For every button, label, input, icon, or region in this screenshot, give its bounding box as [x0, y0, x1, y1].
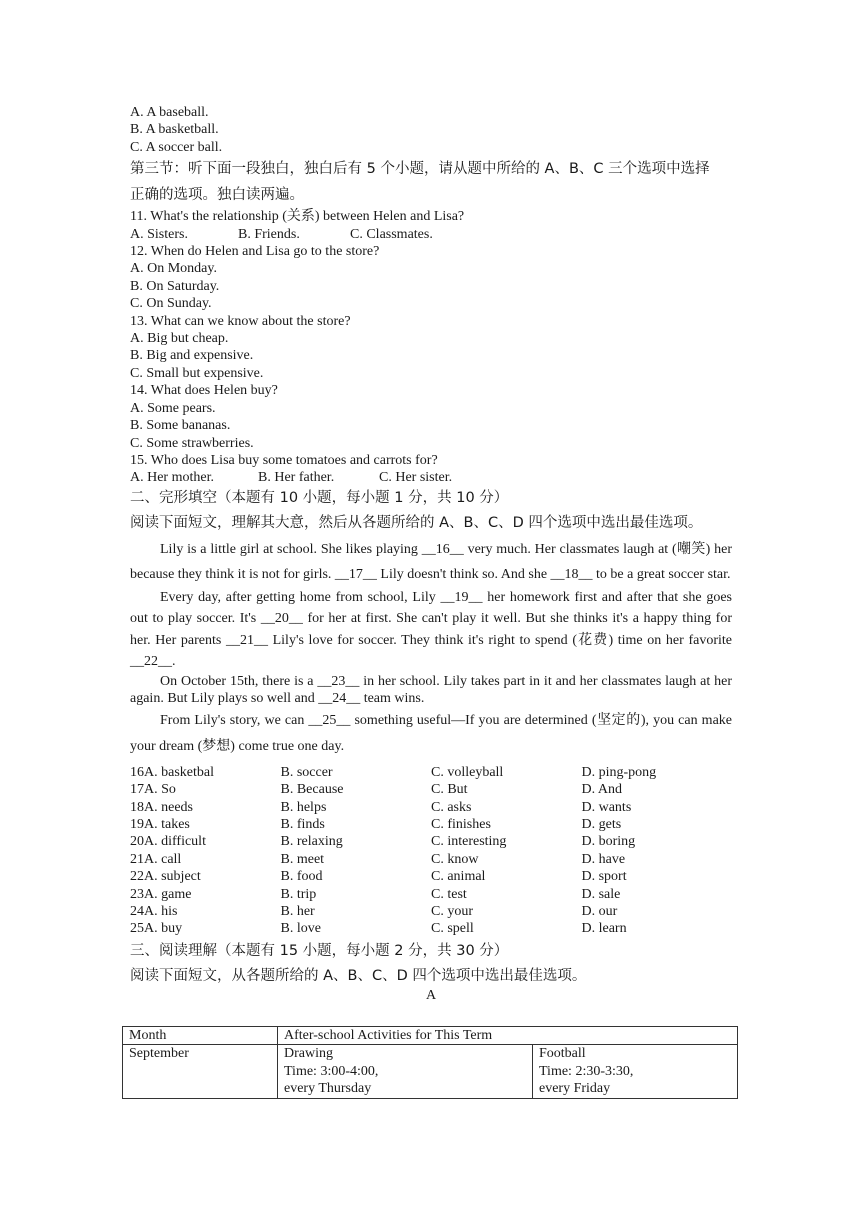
option-d: D. sport [581, 869, 627, 885]
option-d: D. have [581, 851, 626, 867]
option-a: 21A. call [130, 851, 182, 867]
table-cell-month: September [123, 1045, 278, 1098]
option-c: C. test [431, 886, 467, 902]
cloze-option-row [130, 833, 732, 850]
option-a: A. Sisters. [130, 226, 188, 242]
option-c: C. But [431, 782, 468, 798]
option-d: D. ping-pong [581, 764, 657, 780]
question-11: 11. What's the relationship (关系) between Helen and Lisa? [130, 209, 465, 225]
option-b: B. relaxing [280, 834, 343, 850]
option-line: B. On Saturday. [130, 278, 220, 294]
option-line: C. On Sunday. [130, 296, 212, 312]
cloze-option-row [130, 920, 732, 937]
option-d: D. sale [581, 886, 621, 902]
option-line: B. Big and expensive. [130, 348, 254, 364]
option-b: B. Her father. [258, 470, 335, 486]
activity-time: Time: 3:00-4:00, [284, 1063, 379, 1079]
section3-instruction: 正确的选项。独白读两遍。 [130, 187, 304, 204]
table-header-row [123, 1027, 738, 1045]
option-c: C. asks [431, 799, 472, 815]
option-line: A. Big but cheap. [130, 331, 229, 347]
option-a: 24A. his [130, 903, 178, 919]
option-a: 23A. game [130, 886, 192, 902]
option-a: 20A. difficult [130, 834, 206, 850]
option-d: D. our [581, 903, 618, 919]
option-c: C. finishes [431, 816, 491, 832]
option-a: 18A. needs [130, 799, 193, 815]
cloze-option-row [130, 799, 732, 816]
table-header-activities: After-school Activities for This Term [278, 1027, 738, 1045]
table-header-month: Month [123, 1027, 278, 1045]
option-b: B. her [280, 903, 315, 919]
option-b: B. love [280, 921, 321, 937]
activity-day: every Thursday [284, 1081, 372, 1097]
option-a: 17A. So [130, 782, 176, 798]
cloze-option-row [130, 816, 732, 833]
option-line: C. Some strawberries. [130, 435, 254, 451]
section3-instruction: 第三节：听下面一段独白，独白后有 5 个小题，请从题中所给的 A、B、C 三个选项中选择 [130, 161, 710, 178]
option-line: B. Some bananas. [130, 418, 231, 434]
cloze-option-row [130, 886, 732, 903]
option-b: B. helps [280, 799, 327, 815]
passage-paragraph-2: Every day, after getting home from school, Lily __19__ her homework first and after that she goes out to play soccer. It's __20__ for her at first. She can't play it well. But she thinks it's a happy thing for her. Her parents __21__ Lily's love for soccer. They think it's right to spend (花费) time on her favorite __22__. [130, 589, 732, 670]
question-15-options [130, 469, 732, 486]
question-11-options [130, 226, 732, 243]
option-line: C. Small but expensive. [130, 365, 264, 381]
option-b: B. trip [280, 886, 317, 902]
question-15: 15. Who does Lisa buy some tomatoes and carrots for? [130, 452, 438, 468]
option-c: C. spell [431, 921, 474, 937]
activities-table [122, 1026, 738, 1099]
cloze-option-row [130, 764, 732, 781]
cloze-option-row [130, 868, 732, 885]
option-line: A. A baseball. [130, 105, 209, 120]
option-b: B. soccer [280, 764, 333, 780]
cloze-option-row [130, 851, 732, 868]
option-b: B. food [280, 869, 323, 885]
passage-paragraph-1: Lily is a little girl at school. She likes playing __16__ very much. Her classmates laugh at (嘲笑) her because they think it is not for girls. __17__ Lily doesn't think so. And she __18__ to be a great soccer star. [130, 541, 732, 582]
option-line: A. On Monday. [130, 261, 217, 277]
part3-heading: 三、阅读理解（本题有 15 小题，每小题 2 分，共 30 分） [130, 942, 509, 959]
exam-page [130, 104, 732, 1004]
part3-instruction: 阅读下面短文，从各题所给的 A、B、C、D 四个选项中选出最佳选项。 [130, 967, 587, 984]
part2-instruction: 阅读下面短文，理解其大意，然后从各题所给的 A、B、C、D 四个选项中选出最佳选项。 [130, 514, 703, 531]
option-line: C. A soccer ball. [130, 139, 223, 155]
question-12: 12. When do Helen and Lisa go to the store? [130, 244, 380, 260]
table-cell-activity [278, 1045, 533, 1098]
option-a: 16A. basketbal [130, 764, 214, 780]
activity-name: Football [539, 1046, 586, 1062]
cloze-option-row [130, 903, 732, 920]
cloze-option-row [130, 781, 732, 798]
table-row [123, 1045, 738, 1098]
passage-paragraph-4: From Lily's story, we can __25__ something useful—If you are determined (坚定的), you can make your dream (梦想) come true one day. [130, 712, 732, 754]
cloze-options [130, 764, 732, 938]
option-a: 25A. buy [130, 921, 183, 937]
passage-paragraph-3: On October 15th, there is a __23__ in her school. Lily takes part in it and her classmates laugh at her again. But Lily plays so well and __24__ team wins. [130, 673, 732, 707]
option-a: 19A. takes [130, 816, 190, 832]
activity-time: Time: 2:30-3:30, [539, 1063, 634, 1079]
activity-name: Drawing [284, 1046, 333, 1062]
option-b: B. Because [280, 782, 344, 798]
option-c: C. know [431, 851, 479, 867]
option-b: B. Friends. [238, 226, 300, 242]
passage-a-label: A [425, 987, 437, 1003]
part2-heading: 二、完形填空（本题有 10 小题，每小题 1 分，共 10 分） [130, 489, 509, 506]
option-d: D. boring [581, 834, 636, 850]
question-14: 14. What does Helen buy? [130, 383, 278, 399]
option-d: D. gets [581, 816, 622, 832]
option-d: D. And [581, 782, 622, 798]
question-13: 13. What can we know about the store? [130, 313, 351, 329]
option-c: C. interesting [431, 834, 507, 850]
option-b: B. meet [280, 851, 325, 867]
option-line: A. Some pears. [130, 400, 216, 416]
option-c: C. Classmates. [350, 226, 433, 242]
option-a: A. Her mother. [130, 470, 214, 486]
option-d: D. learn [581, 921, 627, 937]
table-cell-activity [533, 1045, 738, 1098]
option-a: 22A. subject [130, 869, 201, 885]
activity-day: every Friday [539, 1081, 611, 1097]
option-b: B. finds [280, 816, 325, 832]
option-c: C. volleyball [431, 764, 504, 780]
option-line: B. A basketball. [130, 122, 219, 138]
option-c: C. animal [431, 869, 486, 885]
option-d: D. wants [581, 799, 632, 815]
option-c: C. your [431, 903, 473, 919]
option-c: C. Her sister. [379, 470, 453, 486]
